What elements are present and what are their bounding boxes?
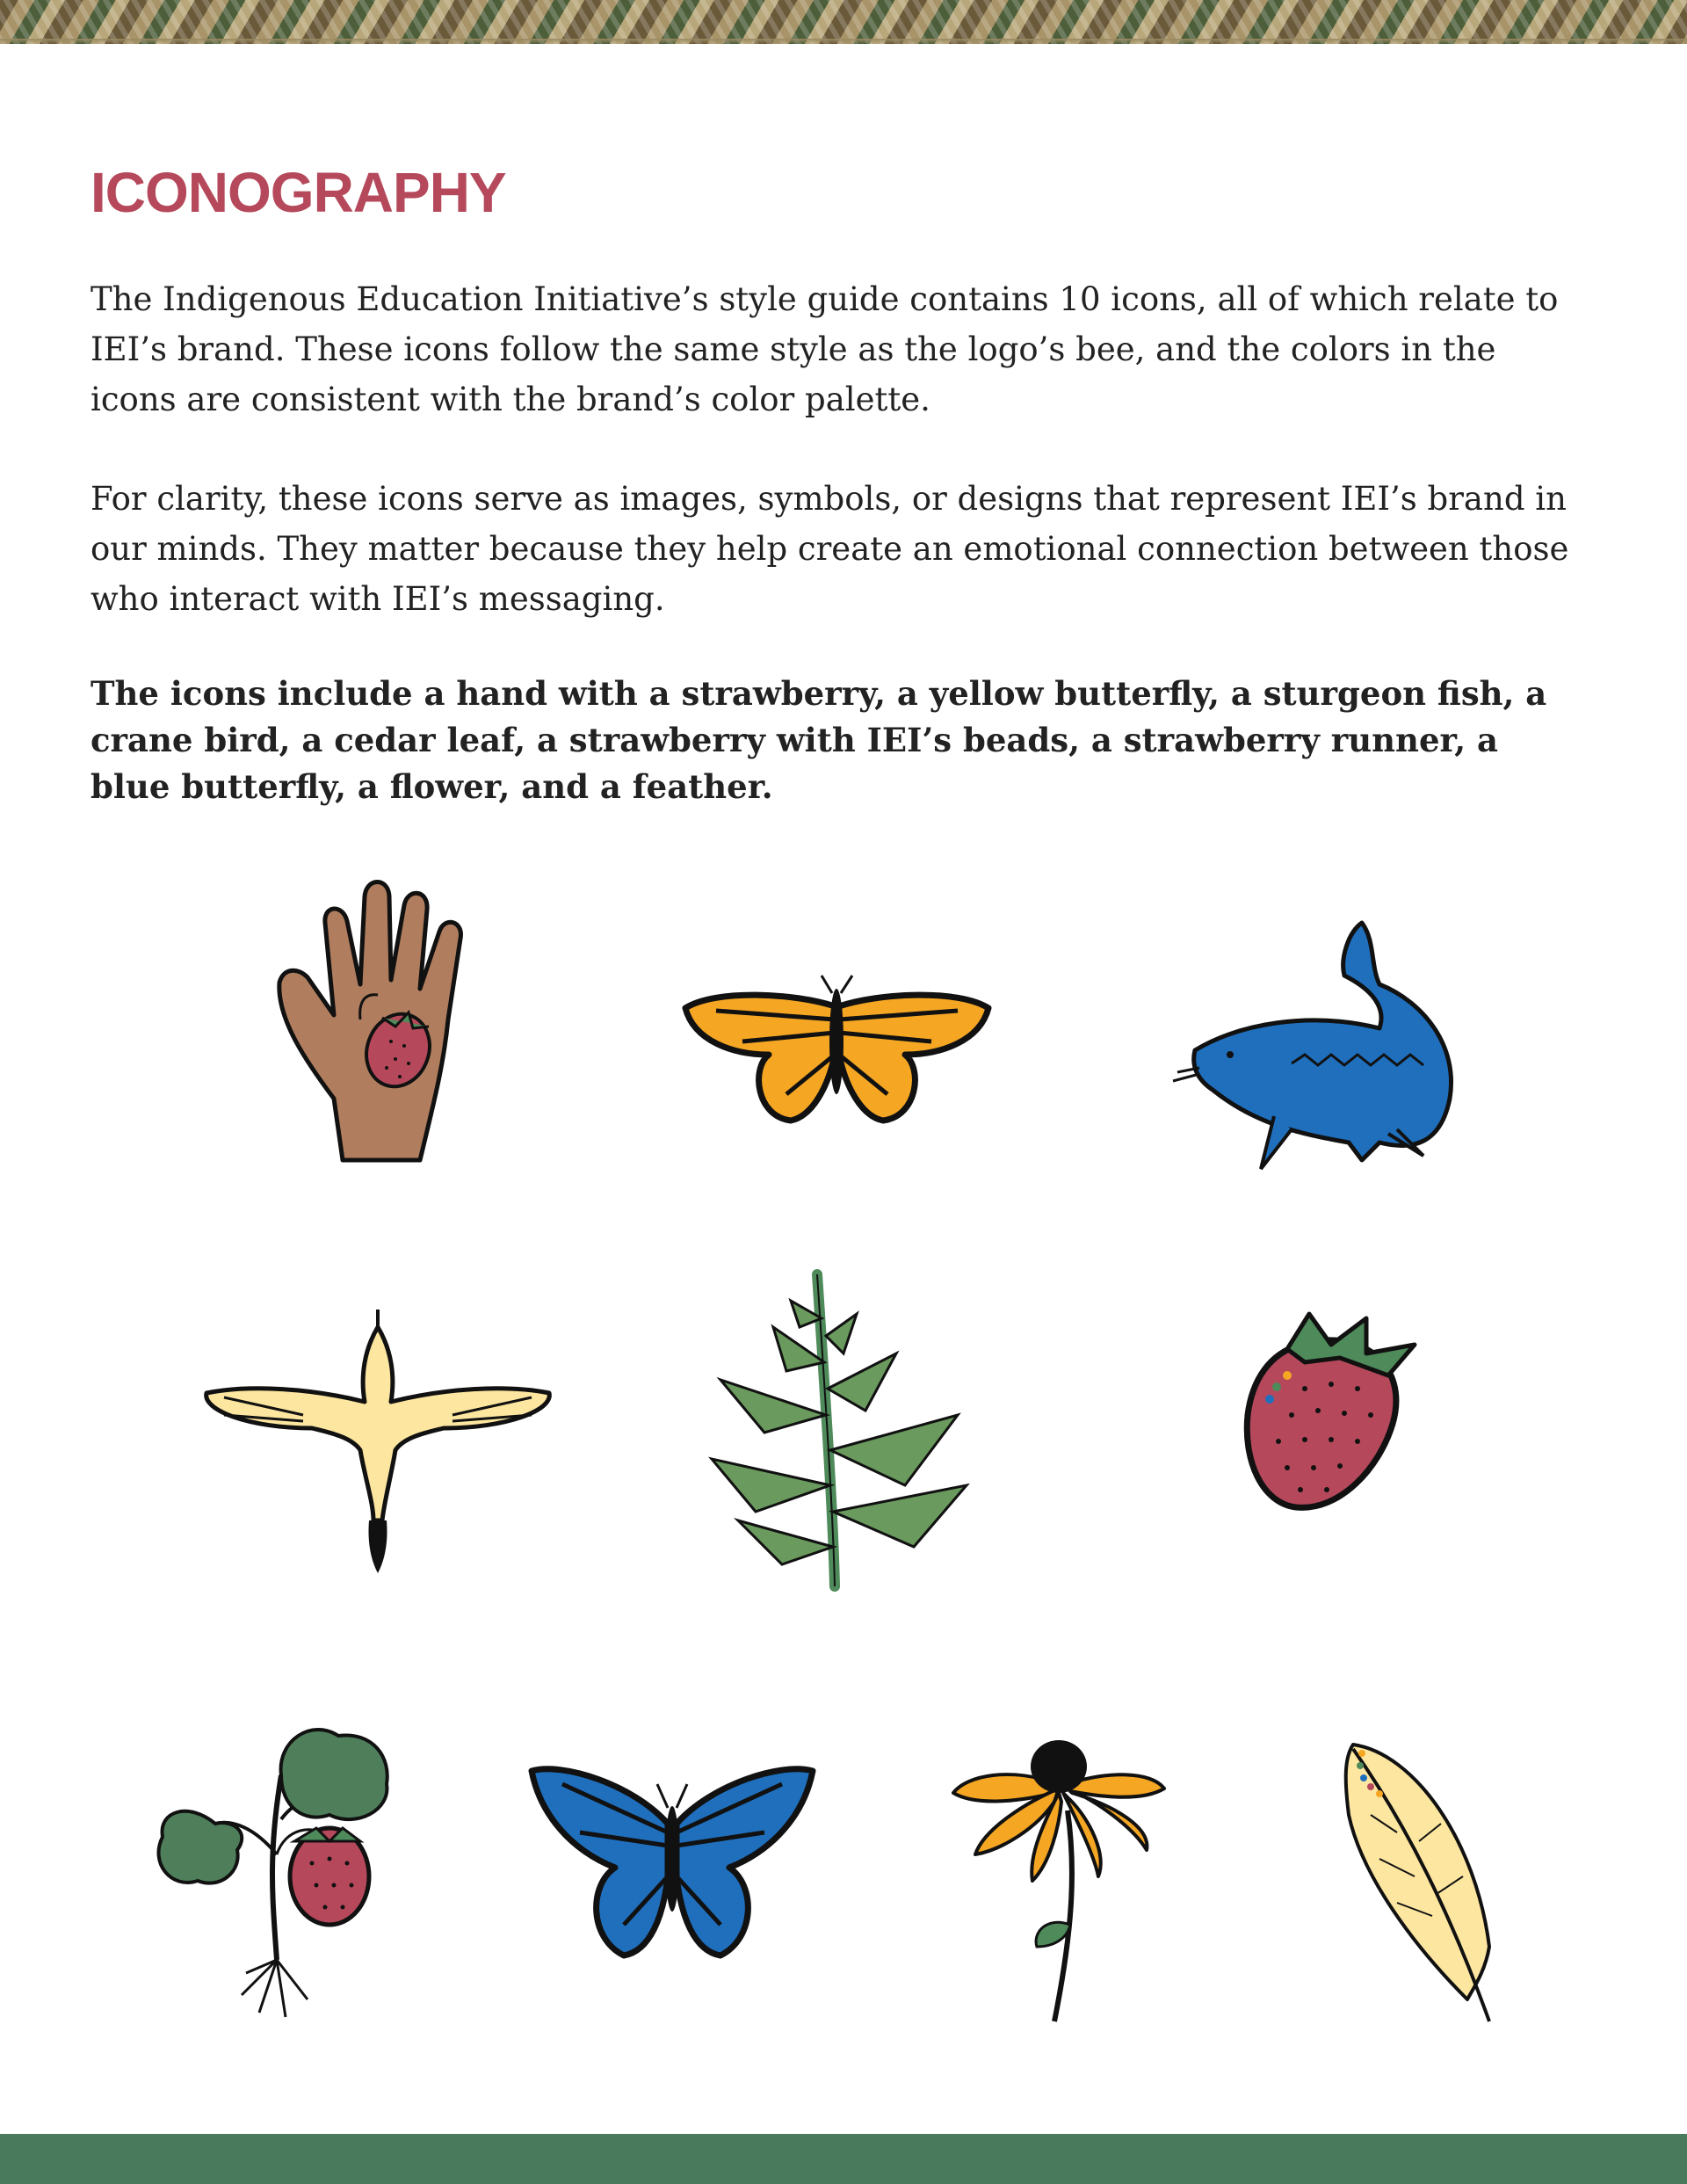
cedar-leaf-icon (703, 1266, 975, 1591)
footer-bar (0, 2134, 1687, 2184)
border-shadow (0, 39, 1687, 44)
strawberry-runner-icon (154, 1723, 400, 2021)
blue-butterfly-icon (527, 1762, 817, 1973)
strawberry-with-beads-icon (1234, 1310, 1428, 1520)
crane-bird-icon (198, 1305, 558, 1578)
intro-paragraph: The Indigenous Education Initiative’s style guide contains 10 icons, all of which relate to IEI’s brand. These icons follow the same style as the logo’s bee, and the colors in the icons are consistent with the brand’s color palette. (91, 280, 1559, 418)
braided-sweetgrass-border (0, 0, 1687, 44)
feather-icon (1336, 1736, 1511, 2026)
hand-with-strawberry-icon (272, 870, 492, 1186)
clarity-paragraph: For clarity, these icons serve as images, symbols, or designs that represent IEI’s brand in our minds. They matter because they help create an emotional connection between those who interact with IEI’s messaging. (91, 480, 1569, 618)
flower-icon (949, 1731, 1169, 2030)
sturgeon-fish-icon (1160, 914, 1459, 1178)
yellow-butterfly-icon (681, 971, 993, 1129)
page-title: ICONOGRAPHY (91, 161, 506, 224)
icons-list-paragraph: The icons include a hand with a strawberry, a yellow butterfly, a sturgeon fish, a crane bird, a cedar leaf, a strawberry with IEI’s beads, a strawberry runner, a blue butterfly, a flower, and a feather. (91, 674, 1547, 806)
